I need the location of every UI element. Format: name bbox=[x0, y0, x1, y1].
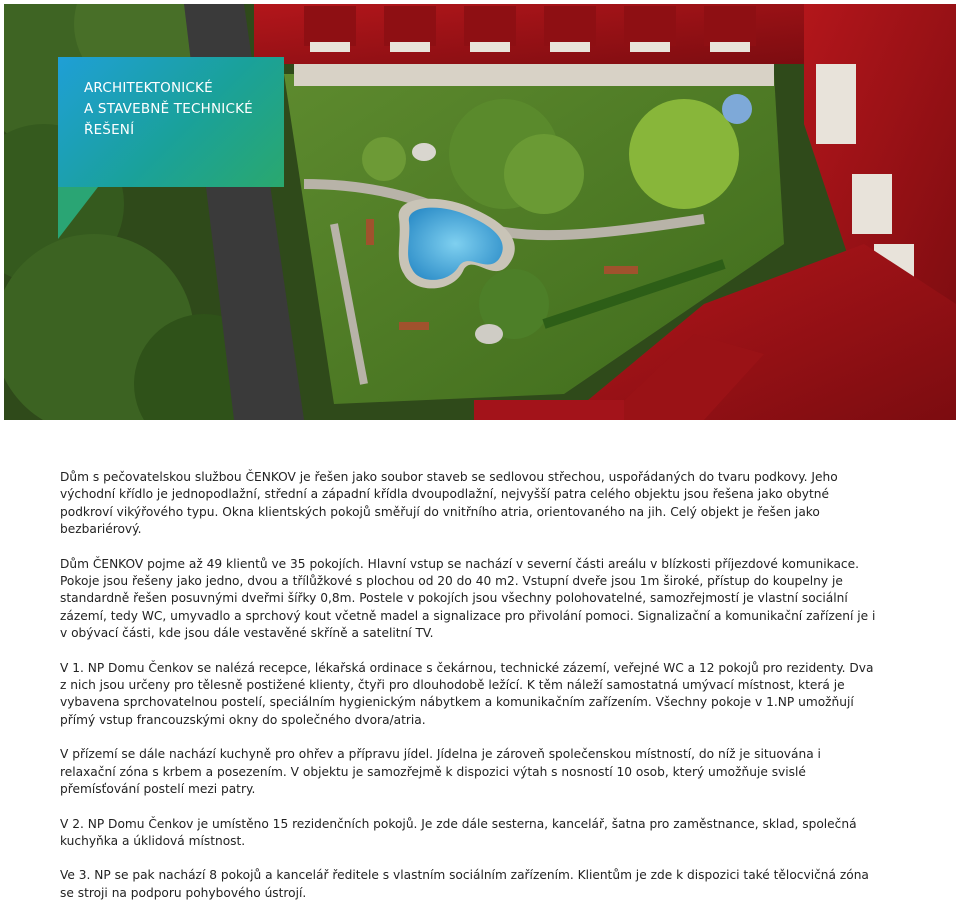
paragraph-floor-3: Ve 3. NP se pak nachází 8 pokojů a kancelář ředitele s vlastním sociálním zařízením. Klientům je zde k dispozici také tělocvičná zóna se stroji na podporu pohybového ústrojí. bbox=[60, 868, 869, 900]
paragraph-floor-2: V 2. NP Domu Čenkov je umístěno 15 rezidenčních pokojů. Je zde dále sesterna, kancelář, šatna pro zaměstnance, sklad, společná kuchyňka a úklidová místnost. bbox=[60, 816, 857, 848]
paragraph-capacity: Dům ČENKOV pojme až 49 klientů ve 35 pokojích. Hlavní vstup se nachází v severní části areálu v blízkosti příjezdové komunikace. Pokoje jsou řešeny jako jedno, dvou a třílůžkové s plochou od 20 do 40 m2. Vstupní dveře jsou 1m široké, přístup do koupelny je standardně řešen posuvnými dveřmi šířky 0,8m. Postele v pokojích jsou všechny polohovatelné, samozřejmostí je vlastní sociální zázemí, tedy WC, umyvadlo a sprchový kout včetně madel a signalizace pro přivolání pomoci. Signalizační a komunikační zařízení je i v obývací části, kde jsou dále vestavěné skříně a satelitní TV. bbox=[60, 556, 876, 641]
paragraph-ground-floor: V přízemí se dále nachází kuchyně pro ohřev a přípravu jídel. Jídelna je zároveň společenskou místností, do níž je situována i relaxační zóna s krbem a posezením. V objektu je samozřejmě k dispozici výtah s nosností 10 osob, který umožňuje svislé přemísťování postelí mezi patry. bbox=[60, 747, 821, 797]
banner-tail bbox=[58, 187, 98, 239]
section-title-line: ARCHITEKTONICKÉ bbox=[84, 80, 213, 96]
paragraph-intro: Dům s pečovatelskou službou ČENKOV je řešen jako soubor staveb se sedlovou střechou, uspořádaných do tvaru podkovy. Jeho východní křídlo je jednopodlažní, střední a západní křídla dvoupodlažní, nejvyšší patra celého objektu jsou řešena jako obytné podkroví vikýřového typu. Okna klientských pokojů směřují do vnitřního atria, orientovaného na jih. Celý objekt je řešen jako bezbariérový. bbox=[60, 470, 838, 537]
paragraph-floor-1: V 1. NP Domu Čenkov se nalézá recepce, lékařská ordinace s čekárnou, technické zázemí, veřejné WC a 12 pokojů pro rezidenty. Dva z nich jsou určeny pro tělesně postižené klienty, čtyři pro dlouhodobě ležící. K těm náleží samostatná umývací místnost, která je vybavena sprchovatelnou postelí, speciálním hygienickým nábytkem a komunikačním zařízením. Všechny pokoje v 1.NP umožňují přímý vstup francouzskými okny do společného dvora/atria. bbox=[60, 660, 874, 727]
body-text bbox=[60, 469, 880, 919]
section-title bbox=[84, 78, 274, 141]
section-title-line: A STAVEBNĚ TECHNICKÉ bbox=[84, 101, 253, 117]
section-title-line: ŘEŠENÍ bbox=[84, 122, 135, 138]
